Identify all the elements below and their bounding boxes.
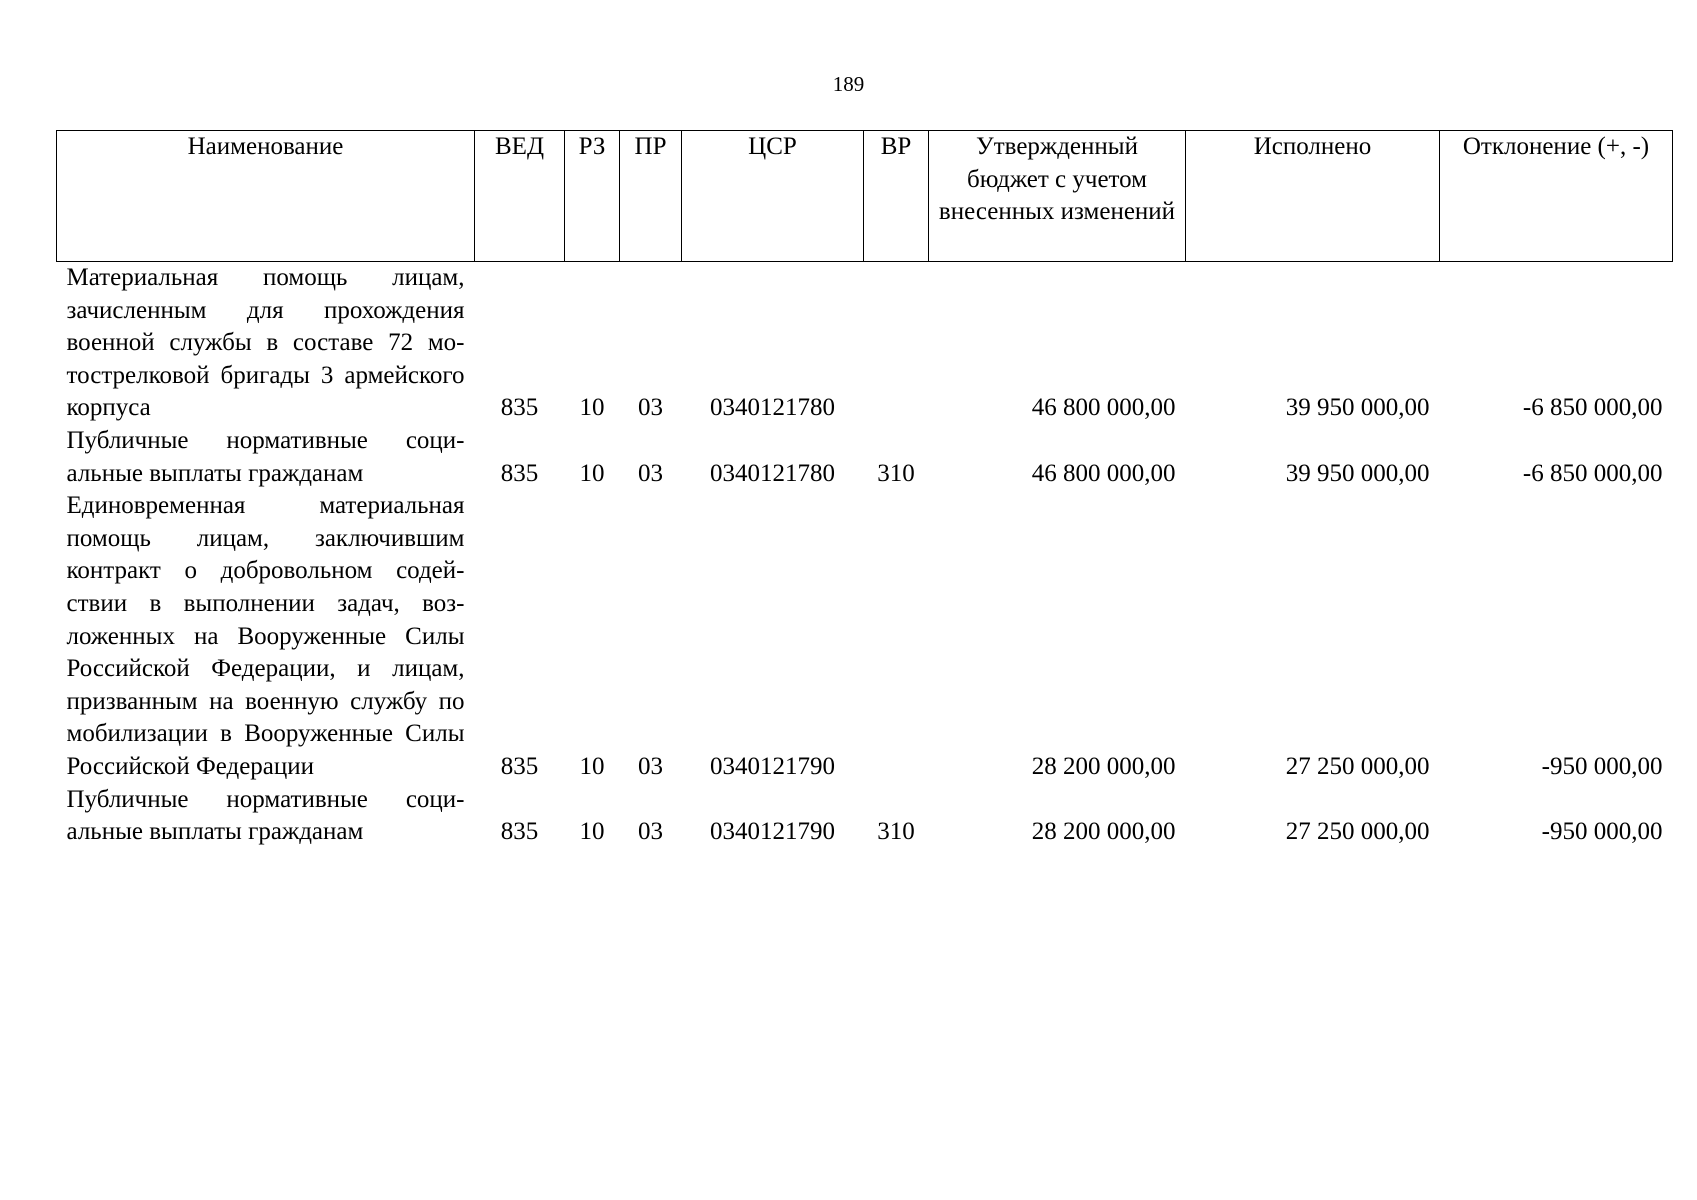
table-row xyxy=(57,490,1673,783)
row-csr: 0340121780 xyxy=(710,394,835,422)
row-name: Единовременная материальная помощь лицам, заключившим контракт о добровольном содействии в выполнении задач, возложенных на Вооруженные Силы Российской Федерации, и лицам, призванным на военную службу по мобилизации в Вооруженные Силы Российской Федерации xyxy=(66,492,465,780)
row-rz: 10 xyxy=(579,818,605,846)
header-deviation: Отклонение (+, -) xyxy=(1440,131,1673,262)
row-vr: 310 xyxy=(877,459,915,487)
row-rz: 10 xyxy=(579,394,605,422)
row-executed: 39 950 000,00 xyxy=(1285,459,1430,487)
row-vr xyxy=(864,490,929,783)
page-number: 189 xyxy=(832,72,865,96)
row-executed: 39 950 000,00 xyxy=(1285,394,1430,422)
row-deviation: -950 000,00 xyxy=(1541,818,1663,846)
row-name: Публичные нормативные социальные выплаты гражданам xyxy=(66,426,465,487)
row-vr: 310 xyxy=(877,818,915,846)
row-deviation: -6 850 000,00 xyxy=(1522,459,1663,487)
header-approved-budget: Утвержденный бюджет с учетом внесенных изменений xyxy=(929,131,1186,262)
table-row xyxy=(57,784,1673,849)
row-vr xyxy=(864,262,929,425)
row-ved: 835 xyxy=(500,818,539,846)
header-vr: ВР xyxy=(864,131,929,262)
header-pr: ПР xyxy=(620,131,682,262)
table-row xyxy=(57,425,1673,490)
header-executed: Исполнено xyxy=(1186,131,1440,262)
row-pr: 03 xyxy=(638,752,663,780)
header-name: Наименование xyxy=(57,131,475,262)
row-name: Материальная помощь лицам, зачисленным для прохождения военной службы в составе 72 мотострелковой бригады 3 армейского корпуса xyxy=(66,264,465,422)
row-deviation: -950 000,00 xyxy=(1541,752,1663,780)
row-ved: 835 xyxy=(500,459,539,487)
row-approved: 28 200 000,00 xyxy=(1031,818,1176,846)
header-csr: ЦСР xyxy=(682,131,864,262)
row-csr: 0340121790 xyxy=(710,818,835,846)
row-deviation: -6 850 000,00 xyxy=(1522,394,1663,422)
table-header xyxy=(57,131,1673,262)
budget-execution-table xyxy=(56,130,1673,849)
row-csr: 0340121780 xyxy=(710,459,835,487)
table-row xyxy=(57,262,1673,425)
row-rz: 10 xyxy=(579,752,605,780)
header-ved: ВЕД xyxy=(475,131,565,262)
table-body xyxy=(57,262,1673,849)
row-executed: 27 250 000,00 xyxy=(1285,752,1430,780)
row-approved: 46 800 000,00 xyxy=(1031,394,1176,422)
row-pr: 03 xyxy=(638,394,663,422)
row-ved: 835 xyxy=(500,394,539,422)
row-name: Публичные нормативные социальные выплаты гражданам xyxy=(66,785,465,846)
row-ved: 835 xyxy=(500,752,539,780)
row-approved: 28 200 000,00 xyxy=(1031,752,1176,780)
row-csr: 0340121790 xyxy=(710,752,835,780)
row-executed: 27 250 000,00 xyxy=(1285,818,1430,846)
row-approved: 46 800 000,00 xyxy=(1031,459,1176,487)
header-rz: РЗ xyxy=(565,131,620,262)
row-rz: 10 xyxy=(579,459,605,487)
header-row xyxy=(57,131,1673,262)
row-pr: 03 xyxy=(638,818,663,846)
row-pr: 03 xyxy=(638,459,663,487)
